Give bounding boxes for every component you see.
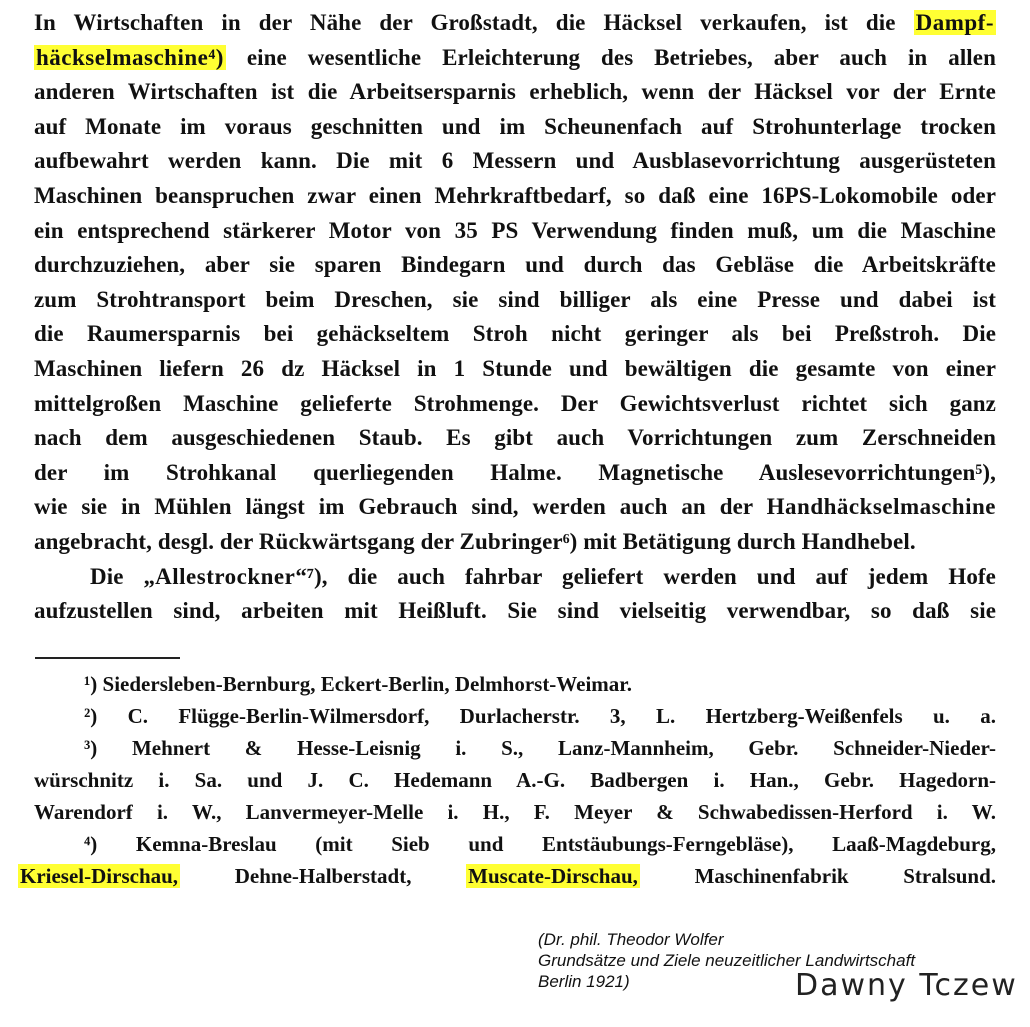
citation-author: (Dr. phil. Theodor Wolfer: [538, 930, 724, 949]
emphasized-term: Handhäckselmaschine: [766, 494, 996, 520]
text-line: mittelgroßen Maschine gelieferte Strohmenge. Der Gewichtsverlust richtet sich ganz: [34, 390, 996, 416]
highlighted-term: Dampf-: [915, 10, 994, 35]
footnote-4: ⁴) Kemna-Breslau (mit Sieb und Entstäubungs-Ferngebläse), Laaß-Magdeburg,: [84, 832, 996, 856]
text-segment: In Wirtschaften in der Nähe der Großstadt, die Häcksel verkaufen, ist die: [34, 10, 896, 35]
text-segment: “⁷), die auch fahrbar geliefert werden und auf jedem Hofe: [295, 563, 996, 589]
footnote-4-cont: [18, 860, 996, 892]
text-segment: eine wesentliche Erleichterung des Betriebes, aber auch in allen: [246, 44, 996, 70]
text-line: nach dem ausgeschiedenen Staub. Es gibt auch Vorrichtungen zum Zerschneiden: [34, 425, 996, 451]
text-line: [34, 6, 996, 41]
text-line: aufbewahrt werden kann. Die mit 6 Messern und Ausblasevorrichtung ausgerüsteten: [34, 148, 996, 174]
text-line: auf Monate im voraus geschnitten und im Scheunenfach auf Strohunterlage trocken: [34, 113, 996, 139]
footnotes: [20, 668, 997, 892]
text-line: aufzustellen sind, arbeiten mit Heißluft. Sie sind vielseitig verwendbar, so daß sie: [34, 598, 996, 624]
footnote-2: ²) C. Flügge-Berlin-Wilmersdorf, Durlacherstr. 3, L. Hertzberg-Weißenfels u. a.: [84, 704, 996, 728]
footnote-divider: [35, 657, 180, 659]
highlighted-term: Kriesel-Dirschau,: [20, 864, 179, 888]
text-line: ein entsprechend stärkerer Motor von 35 PS Verwendung finden muß, um die Maschine: [34, 217, 996, 243]
footnote-1: ¹) Siedersleben-Bernburg, Eckert-Berlin, Delmhorst-Weimar.: [84, 672, 632, 696]
text-line: durchzuziehen, aber sie sparen Bindegarn und durch das Gebläse die Arbeitskräfte: [34, 252, 996, 278]
main-paragraphs: [34, 6, 996, 629]
citation-title: Grundsätze und Ziele neuzeitlicher Landwirtschaft: [538, 951, 916, 970]
text-segment: Dehne-Halberstadt,: [234, 864, 412, 888]
text-line: anderen Wirtschaften ist die Arbeitsersparnis erheblich, wenn der Häcksel vor der Ernte: [34, 79, 996, 105]
text-segment: Maschinenfabrik Stralsund.: [694, 864, 997, 888]
text-line: angebracht, desgl. der Rückwärtsgang der Zubringer⁶) mit Betätigung durch Handhebel.: [34, 528, 916, 554]
text-segment: Die „: [90, 563, 156, 589]
watermark-logo: Dawny Tczew: [795, 968, 1018, 1003]
text-line: [34, 41, 996, 76]
text-line: zum Strohtransport beim Dreschen, sie sind billiger als eine Presse und dabei ist: [34, 286, 996, 312]
citation-place-year: Berlin 1921): [538, 972, 630, 991]
text-line: Maschinen beanspruchen zwar einen Mehrkraftbedarf, so daß eine 16PS-Lokomobile oder: [34, 182, 996, 208]
text-line: [34, 490, 996, 525]
text-line: der im Strohkanal querliegenden Halme. Magnetische Auslesevorrichtungen⁵),: [34, 459, 996, 485]
text-line: die Raumersparnis bei gehäckseltem Stroh nicht geringer als bei Preßstroh. Die: [34, 321, 996, 347]
emphasized-term: Allestrockner: [155, 563, 296, 589]
text-line: [34, 560, 996, 595]
footnote-3: ³) Mehnert & Hesse-Leisnig i. S., Lanz-Mannheim, Gebr. Schneider-Nieder-: [84, 736, 996, 760]
footnote-3-cont: Warendorf i. W., Lanvermeyer-Melle i. H., F. Meyer & Schwabedissen-Herford i. W.: [34, 800, 996, 824]
footnote-3-cont: würschnitz i. Sa. und J. C. Hedemann A.-G. Badbergen i. Han., Gebr. Hagedorn-: [34, 768, 996, 792]
highlighted-term: häckselmaschine⁴): [36, 44, 224, 70]
text-segment: wie sie in Mühlen längst im Gebrauch sind, werden auch an der: [34, 494, 753, 520]
text-line: Maschinen liefern 26 dz Häcksel in 1 Stunde und bewältigen die gesamte von einer: [34, 355, 996, 381]
highlighted-term: Muscate-Dirschau,: [468, 864, 638, 888]
